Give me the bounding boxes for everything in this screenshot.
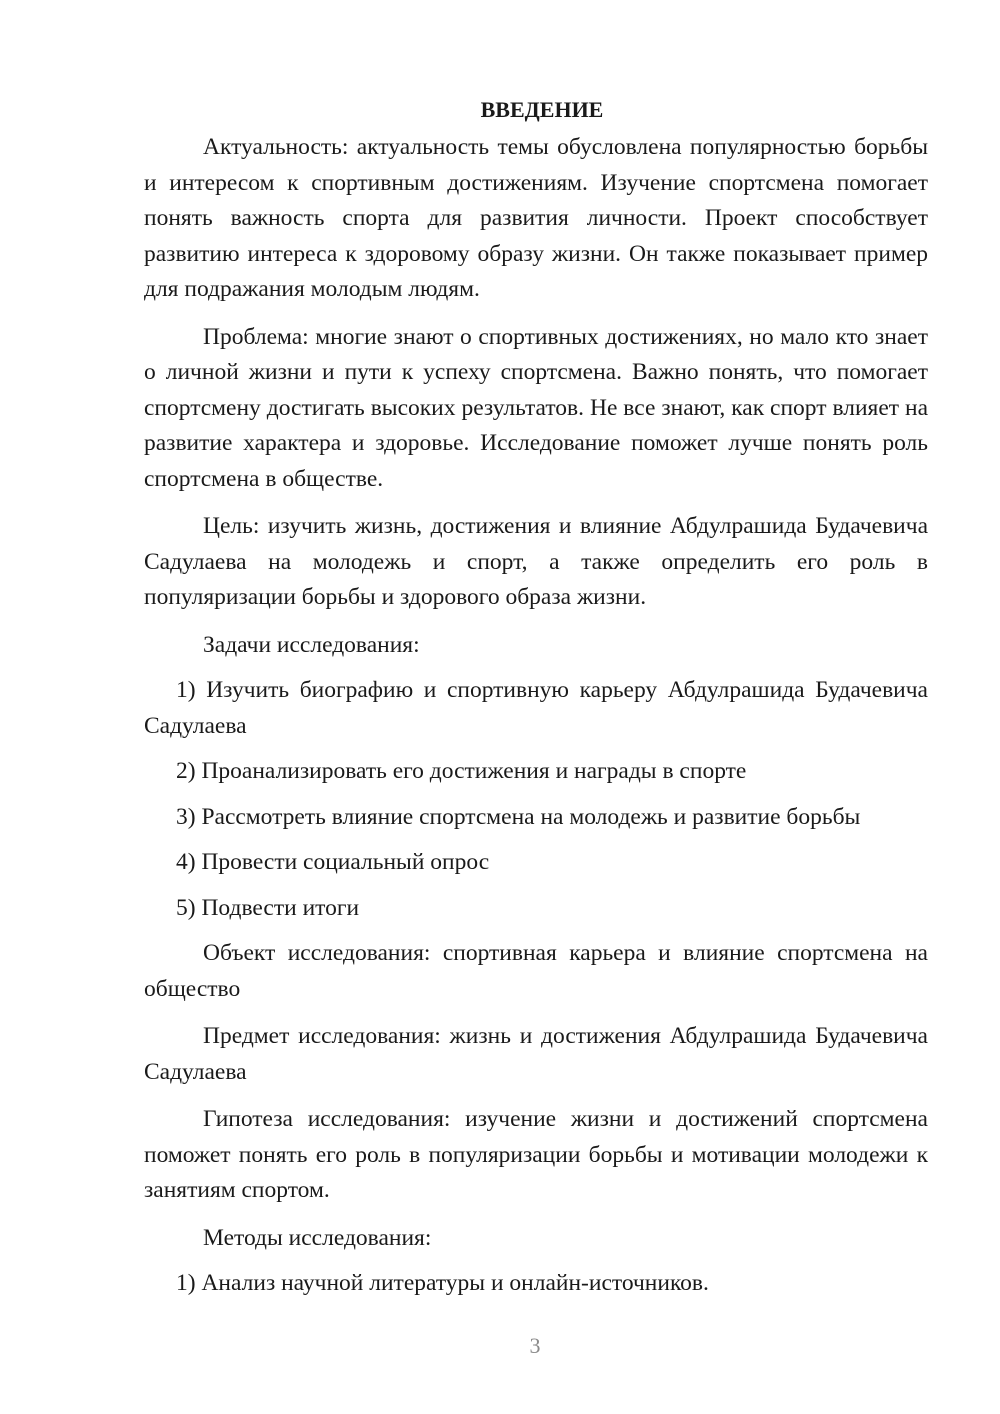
method-item-1: 1) Анализ научной литературы и онлайн-источников. xyxy=(176,1270,709,1296)
task-item-1: 1) Изучить биографию и спортивную карьеру Абдулрашида Будачевича Садулаева xyxy=(144,677,928,739)
task-item-3: 3) Рассмотреть влияние спортсмена на молодежь и развитие борьбы xyxy=(176,803,861,830)
page-title: ВВЕДЕНИЕ xyxy=(480,97,604,122)
page-number: 3 xyxy=(529,1333,541,1358)
relevance-paragraph: Актуальность: актуальность темы обусловлена популярностью борьбы и интересом к спортивным достижениям. Изучение спортсмена помогает понять важность спорта для развития личности. Проект способствует развитию интереса к здоровому образу жизни. Он также показывает пример для подражания молодым людям. xyxy=(144,134,928,302)
goal-paragraph: Цель: изучить жизнь, достижения и влияние Абдулрашида Будачевича Садулаева на молодежь и спорт, а также определить его роль в популяризации борьбы и здорового образа жизни. xyxy=(144,513,928,610)
subject-paragraph: Предмет исследования: жизнь и достижения Абдулрашида Будачевича Садулаева xyxy=(144,1023,928,1085)
tasks-heading: Задачи исследования: xyxy=(203,631,420,658)
problem-paragraph: Проблема: многие знают о спортивных достижениях, но мало кто знает о личной жизни и пути к успеху спортсмена. Важно понять, что помогает спортсмену достигать высоких результатов. Не все знают, как спорт влияет на развитие характера и здоровье. Исследование поможет лучше понять роль спортсмена в обществе. xyxy=(144,323,928,492)
task-item-2: 2) Проанализировать его достижения и награды в спорте xyxy=(176,758,747,784)
task-item-5: 5) Подвести итоги xyxy=(176,894,360,921)
document-page xyxy=(144,92,928,1312)
hypothesis-paragraph: Гипотеза исследования: изучение жизни и достижений спортсмена поможет понять его роль в популяризации борьбы и мотивации молодежи к занятиям спортом. xyxy=(144,1106,928,1203)
object-paragraph: Объект исследования: спортивная карьера и влияние спортсмена на общество xyxy=(144,940,928,1002)
task-item-4: 4) Провести социальный опрос xyxy=(176,849,490,875)
methods-heading: Методы исследования: xyxy=(203,1224,432,1251)
